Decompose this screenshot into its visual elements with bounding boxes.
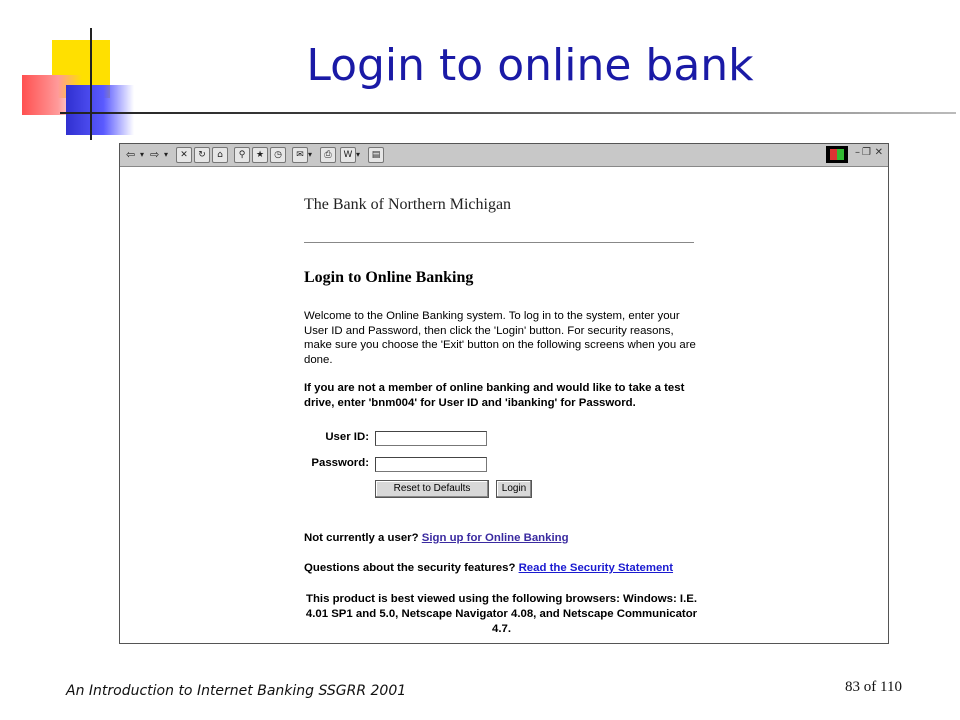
stop-icon[interactable]: ✕ <box>176 147 192 163</box>
welcome-text: Welcome to the Online Banking system. To log in to the system, enter your User ID and Password, then click the 'Login' button. For security reasons, make sure you choose the 'Exit' button on the following screens when you are done. <box>304 310 696 366</box>
history-icon[interactable]: ◷ <box>270 147 286 163</box>
reset-to-defaults-button[interactable]: Reset to Defaults <box>375 480 489 498</box>
password-label: Password: <box>311 457 369 469</box>
close-icon[interactable]: ✕ <box>874 147 883 158</box>
minimize-icon[interactable]: – <box>855 147 860 158</box>
edit-dropdown-icon[interactable]: ▾ <box>356 150 361 159</box>
security-line <box>304 562 673 574</box>
decor-vertical-line <box>90 28 92 140</box>
slide-footer-title: An Introduction to Internet Banking SSGRR 2001 <box>66 683 407 699</box>
decor-horizontal-line <box>60 112 956 114</box>
browser-requirements-text: This product is best viewed using the following browsers: Windows: I.E. 4.01 SP1 and 5.0, Netscape Navigator 4.08, and Netscape Communicator 4.7. <box>305 593 698 635</box>
browser-toolbar <box>120 144 888 167</box>
login-button[interactable]: Login <box>496 480 532 498</box>
forward-dropdown-icon[interactable]: ▾ <box>164 150 169 159</box>
security-statement-link[interactable]: Read the Security Statement <box>518 562 674 574</box>
page-heading: Login to Online Banking <box>304 269 474 286</box>
user-id-label: User ID: <box>325 431 369 443</box>
home-icon[interactable]: ⌂ <box>212 147 228 163</box>
bank-name: The Bank of Northern Michigan <box>304 196 512 213</box>
slide-page-number: 83 of 110 <box>845 679 902 695</box>
signup-line <box>304 532 569 544</box>
favorites-icon[interactable]: ★ <box>252 147 268 163</box>
search-icon[interactable]: ⚲ <box>234 147 250 163</box>
decor-blue-square <box>66 85 134 135</box>
edit-icon[interactable]: W <box>340 147 356 163</box>
restore-icon[interactable]: ❐ <box>862 147 871 158</box>
security-prompt: Questions about the security features? <box>304 562 516 574</box>
mail-dropdown-icon[interactable]: ▾ <box>308 150 313 159</box>
user-id-input[interactable] <box>375 431 487 446</box>
browser-window <box>119 143 889 644</box>
password-input[interactable] <box>375 457 487 472</box>
back-icon[interactable]: ⇦ <box>126 148 136 161</box>
windows-logo <box>826 146 848 163</box>
back-dropdown-icon[interactable]: ▾ <box>140 150 145 159</box>
print-icon[interactable]: ⎙ <box>320 147 336 163</box>
page-content <box>120 167 888 643</box>
refresh-icon[interactable]: ↻ <box>194 147 210 163</box>
slide-title: Login to online bank <box>306 40 754 91</box>
test-drive-text: If you are not a member of online banking and would like to take a test drive, enter 'bnm004' for User ID and 'ibanking' for Password. <box>304 382 685 409</box>
signup-prompt: Not currently a user? <box>304 532 419 544</box>
mail-icon[interactable]: ✉ <box>292 147 308 163</box>
discuss-icon[interactable]: ▤ <box>368 147 384 163</box>
divider <box>304 242 694 243</box>
forward-icon[interactable]: ⇨ <box>150 148 160 161</box>
signup-link[interactable]: Sign up for Online Banking <box>421 532 569 544</box>
